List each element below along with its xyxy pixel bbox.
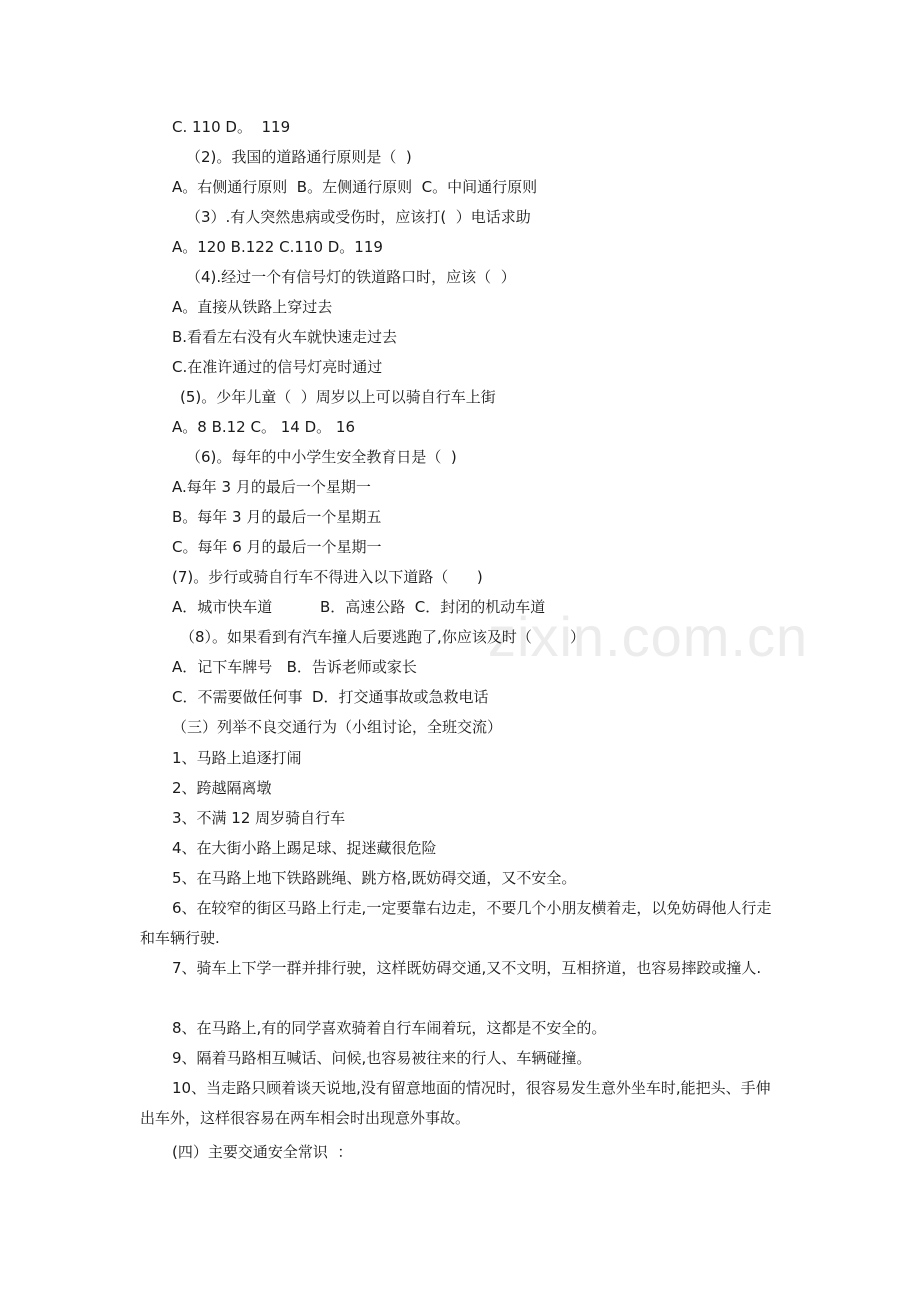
list-item-5: 5、在马路上地下铁路跳绳、跳方格,既妨碍交通，又不安全。 [172,869,577,887]
question-6: （6)。每年的中小学生安全教育日是（ ) [186,448,457,466]
question-3: （3）.有人突然患病或受伤时，应该打( ）电话求助 [186,208,531,226]
question-2: （2)。我国的道路通行原则是（ ) [186,148,412,166]
question-7: (7)。步行或骑自行车不得进入以下道路（ ) [172,568,483,586]
option-4c: C.在准许通过的信号灯亮时通过 [172,358,383,376]
option-6b: B。每年 3 月的最后一个星期五 [172,508,382,526]
list-item-1: 1、马路上追逐打闹 [172,749,302,767]
question-5: (5)。少年儿童（ ）周岁以上可以骑自行车上街 [180,388,496,406]
options-7: A．城市快车道 B．高速公路 C．封闭的机动车道 [172,598,546,616]
options-5: A。8 B.12 C。 14 D。 16 [172,418,355,436]
list-item-7: 7、骑车上下学一群并排行驶，这样既妨碍交通,又不文明，互相挤道，也容易摔跤或撞人. [172,959,762,977]
list-item-6: 6、在较窄的街区马路上行走,一定要靠右边走，不要几个小朋友横着走，以免妨碍他人行走和车辆行驶. [140,899,772,947]
options-8ab: A．记下车牌号 B．告诉老师或家长 [172,658,417,676]
question-4: （4).经过一个有信号灯的铁道路口时，应该（ ） [186,268,516,286]
section-3-heading: （三）列举不良交通行为（小组讨论，全班交流） [172,718,503,736]
list-item-9: 9、隔着马路相互喊话、问候,也容易被往来的行人、车辆碰撞。 [172,1049,592,1067]
list-item-10: 10、当走路只顾着谈天说地,没有留意地面的情况时，很容易发生意外坐车时,能把头、手伸出车外，这样很容易在两车相会时出现意外事故。 [140,1079,771,1127]
options-3: A。120 B.122 C.110 D。119 [172,238,383,256]
option-6c: C。每年 6 月的最后一个星期一 [172,538,382,556]
question-8: （8）。如果看到有汽车撞人后要逃跑了,你应该及时（ ） [180,628,585,646]
list-item-3: 3、不满 12 周岁骑自行车 [172,809,346,827]
list-item-2: 2、跨越隔离墩 [172,779,272,797]
list-item-8: 8、在马路上,有的同学喜欢骑着自行车闹着玩，这都是不安全的。 [172,1019,607,1037]
options-2: A。右侧通行原则 B。左侧通行原则 C。中间通行原则 [172,178,538,196]
option-line: C. 110 D。 119 [172,118,291,136]
section-4-heading: (四）主要交通安全常识 ： [172,1143,353,1161]
option-6a: A.每年 3 月的最后一个星期一 [172,478,371,496]
option-4a: A。直接从铁路上穿过去 [172,298,333,316]
option-4b: B.看看左右没有火车就快速走过去 [172,328,398,346]
watermark: zixin.com.cn [488,605,809,668]
options-8cd: C．不需要做任何事 D．打交通事故或急救电话 [172,688,489,706]
list-item-4: 4、在大街小路上踢足球、捉迷藏很危险 [172,839,437,857]
